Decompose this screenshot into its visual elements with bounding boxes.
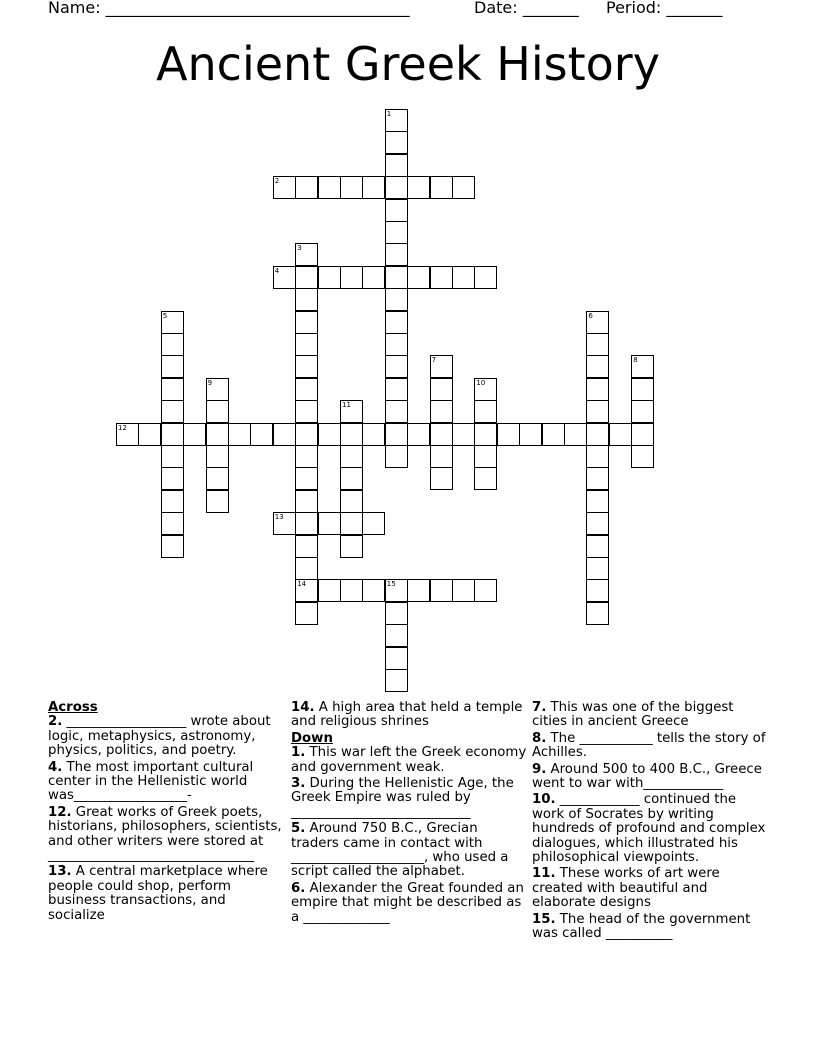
clue-item bbox=[48, 715, 286, 758]
crossword-cell[interactable] bbox=[340, 445, 363, 468]
crossword-cell[interactable] bbox=[385, 266, 408, 289]
clue-number: 1 bbox=[386, 110, 392, 118]
crossword-cell[interactable] bbox=[385, 624, 408, 647]
crossword-cell[interactable] bbox=[161, 512, 184, 535]
clue-number: 6 bbox=[588, 311, 593, 320]
crossword-cell[interactable] bbox=[385, 199, 408, 222]
clue-text: This was one of the biggest cities in ancient Greece bbox=[532, 700, 734, 730]
clue-item bbox=[532, 763, 772, 792]
crossword-cell[interactable] bbox=[430, 378, 453, 401]
crossword-cell[interactable] bbox=[474, 266, 497, 289]
crossword-cell[interactable] bbox=[385, 311, 408, 334]
crossword-cell[interactable] bbox=[407, 266, 430, 289]
clue-number: 7 bbox=[431, 356, 437, 365]
crossword-cell[interactable] bbox=[586, 333, 609, 356]
clue-number: 12 bbox=[118, 423, 127, 432]
clue-text: Great works of Greek poets, historians, philosophers, scientists, and other writers were stored at _______________________________ bbox=[48, 804, 282, 864]
clue-number-label: 4. bbox=[48, 759, 63, 775]
crossword-cell[interactable] bbox=[273, 423, 296, 446]
clue-text: This war left the Greek economy and government weak. bbox=[291, 745, 527, 775]
crossword-cell[interactable] bbox=[586, 311, 609, 334]
clue-item bbox=[532, 913, 772, 942]
clue-number: 9 bbox=[207, 378, 213, 387]
clue-number: 3 bbox=[297, 244, 302, 253]
across-clue-list bbox=[48, 715, 286, 923]
crossword-cell[interactable] bbox=[161, 535, 184, 558]
crossword-cell[interactable] bbox=[161, 311, 184, 334]
crossword-cell[interactable] bbox=[295, 467, 318, 490]
crossword-cell[interactable] bbox=[318, 266, 341, 289]
clue-number-label: 3. bbox=[291, 776, 306, 792]
crossword-cell[interactable] bbox=[206, 490, 229, 513]
crossword-cell[interactable] bbox=[385, 333, 408, 356]
crossword-cell[interactable] bbox=[586, 423, 609, 446]
date-field[interactable]: Date: _______ bbox=[474, 0, 579, 17]
across-heading: Across bbox=[48, 700, 98, 715]
crossword-cell[interactable] bbox=[385, 378, 408, 401]
crossword-cell[interactable] bbox=[430, 579, 453, 602]
clue-text: A central marketplace where people could shop, perform business transactions, and socialize bbox=[48, 864, 268, 923]
clue-number-label: 1. bbox=[291, 745, 306, 761]
crossword-cell[interactable] bbox=[586, 579, 609, 602]
clue-text: ____________ continued the work of Socrates by writing hundreds of profound and complex dialogues, which illustrated his philosophical viewpoints. bbox=[532, 792, 766, 866]
crossword-cell[interactable] bbox=[295, 579, 318, 602]
crossword-cell[interactable] bbox=[340, 535, 363, 558]
clue-item bbox=[48, 806, 286, 864]
crossword-cell[interactable] bbox=[586, 512, 609, 535]
crossword-cell[interactable] bbox=[430, 400, 453, 423]
crossword-cell[interactable] bbox=[586, 445, 609, 468]
clue-item bbox=[532, 793, 772, 865]
crossword-cell[interactable] bbox=[452, 266, 475, 289]
crossword-cell[interactable] bbox=[407, 579, 430, 602]
crossword-cell[interactable] bbox=[318, 423, 341, 446]
clue-number-label: 14. bbox=[291, 700, 315, 715]
down-clue-list bbox=[291, 746, 527, 925]
crossword-cell[interactable] bbox=[407, 176, 430, 199]
crossword-cell[interactable] bbox=[362, 266, 385, 289]
clue-number-label: 5. bbox=[291, 821, 306, 837]
clue-number-label: 6. bbox=[291, 880, 306, 896]
crossword-cell[interactable] bbox=[161, 378, 184, 401]
across-clue-list-continued bbox=[291, 701, 527, 730]
crossword-cell[interactable] bbox=[161, 490, 184, 513]
crossword-cell[interactable] bbox=[609, 423, 632, 446]
crossword-cell[interactable] bbox=[631, 355, 654, 378]
crossword-cell[interactable] bbox=[161, 355, 184, 378]
clue-text: Alexander the Great founded an empire that might be described as a _____________ bbox=[291, 880, 524, 925]
crossword-cell[interactable] bbox=[474, 467, 497, 490]
crossword-cell[interactable] bbox=[474, 378, 497, 401]
crossword-cell[interactable] bbox=[385, 602, 408, 625]
crossword-cell[interactable] bbox=[452, 423, 475, 446]
crossword-cell[interactable] bbox=[586, 557, 609, 580]
crossword-cell[interactable] bbox=[295, 311, 318, 334]
clue-text: Around 500 to 400 B.C., Greece went to war with____________ bbox=[532, 761, 762, 792]
crossword-cell[interactable] bbox=[295, 423, 318, 446]
clue-text: Around 750 B.C., Grecian traders came in contact with ____________________, who used a script called the alphabet. bbox=[291, 821, 509, 880]
clue-number-label: 9. bbox=[532, 761, 547, 777]
crossword-cell[interactable] bbox=[340, 512, 363, 535]
crossword-cell[interactable] bbox=[474, 400, 497, 423]
period-field[interactable]: Period: _______ bbox=[606, 0, 723, 17]
clue-number: 5 bbox=[162, 311, 168, 320]
clue-number: 11 bbox=[342, 401, 351, 410]
crossword-cell[interactable] bbox=[564, 423, 587, 446]
crossword-cell[interactable] bbox=[385, 400, 408, 423]
crossword-cell[interactable] bbox=[474, 423, 497, 446]
crossword-cell[interactable] bbox=[452, 579, 475, 602]
crossword-cell[interactable] bbox=[430, 467, 453, 490]
crossword-cell[interactable] bbox=[631, 423, 654, 446]
down-heading: Down bbox=[291, 730, 333, 746]
crossword-cell[interactable] bbox=[340, 176, 363, 199]
clue-item bbox=[48, 761, 286, 804]
crossword-cell[interactable] bbox=[430, 423, 453, 446]
clue-number: 14 bbox=[297, 580, 307, 589]
crossword-cell[interactable] bbox=[206, 378, 229, 401]
crossword-cell[interactable] bbox=[586, 355, 609, 378]
crossword-cell[interactable] bbox=[295, 535, 318, 558]
crossword-cell[interactable] bbox=[116, 423, 139, 446]
clue-number-label: 7. bbox=[532, 700, 547, 715]
clue-number-label: 15. bbox=[532, 911, 556, 927]
crossword-cell[interactable] bbox=[273, 512, 296, 535]
crossword-cell[interactable] bbox=[385, 423, 408, 446]
crossword-cell[interactable] bbox=[295, 557, 318, 580]
crossword-cell[interactable] bbox=[542, 423, 565, 446]
clue-number: 8 bbox=[633, 356, 638, 365]
crossword-cell[interactable] bbox=[497, 423, 520, 446]
crossword-cell[interactable] bbox=[340, 423, 363, 446]
crossword-cell[interactable] bbox=[340, 266, 363, 289]
name-field[interactable]: Name: ______________________________________ bbox=[48, 0, 410, 17]
crossword-cell[interactable] bbox=[362, 512, 385, 535]
crossword-cell[interactable] bbox=[452, 176, 475, 199]
crossword-cell[interactable] bbox=[295, 333, 318, 356]
crossword-cell[interactable] bbox=[586, 490, 609, 513]
clue-item bbox=[291, 701, 527, 730]
crossword-cell[interactable] bbox=[385, 109, 408, 132]
clue-item bbox=[532, 867, 772, 910]
crossword-cell[interactable] bbox=[385, 288, 408, 311]
clue-number: 15 bbox=[386, 580, 396, 589]
crossword-cell[interactable] bbox=[385, 176, 408, 199]
crossword-cell[interactable] bbox=[362, 176, 385, 199]
clue-text: The ___________ tells the story of Achilles. bbox=[532, 730, 766, 761]
crossword-cell[interactable] bbox=[586, 602, 609, 625]
crossword-cell[interactable] bbox=[295, 266, 318, 289]
crossword-cell[interactable] bbox=[318, 579, 341, 602]
crossword-cell[interactable] bbox=[161, 423, 184, 446]
crossword-cell[interactable] bbox=[295, 512, 318, 535]
clue-item bbox=[291, 777, 527, 820]
clue-text: A high area that held a temple and religious shrines bbox=[291, 700, 523, 730]
clue-text: During the Hellenistic Age, the Greek Empire was ruled by ___________________________ bbox=[291, 776, 514, 820]
crossword-cell[interactable] bbox=[340, 400, 363, 423]
crossword-cell[interactable] bbox=[206, 467, 229, 490]
crossword-cell[interactable] bbox=[385, 131, 408, 154]
crossword-cell[interactable] bbox=[340, 467, 363, 490]
crossword-cell[interactable] bbox=[206, 423, 229, 446]
crossword-cell[interactable] bbox=[385, 355, 408, 378]
crossword-cell[interactable] bbox=[385, 445, 408, 468]
crossword-cell[interactable] bbox=[586, 535, 609, 558]
crossword-cell[interactable] bbox=[385, 154, 408, 177]
crossword-cell[interactable] bbox=[586, 378, 609, 401]
clue-text: __________________ wrote about logic, metaphysics, astronomy, physics, politics, and poetry. bbox=[48, 714, 271, 759]
crossword-cell[interactable] bbox=[161, 467, 184, 490]
clue-number: 13 bbox=[274, 513, 284, 522]
crossword-cell[interactable] bbox=[138, 423, 161, 446]
clue-item bbox=[291, 746, 527, 775]
clue-number-label: 8. bbox=[532, 730, 547, 746]
clue-item bbox=[532, 732, 772, 761]
down-clue-list-continued bbox=[532, 701, 772, 942]
clues-column-1 bbox=[48, 701, 286, 925]
clue-item bbox=[532, 701, 772, 730]
crossword-cell[interactable] bbox=[474, 445, 497, 468]
page-title: Ancient Greek History bbox=[156, 37, 660, 91]
crossword-cell[interactable] bbox=[295, 288, 318, 311]
crossword-cell[interactable] bbox=[318, 512, 341, 535]
crossword-cell[interactable] bbox=[430, 355, 453, 378]
clue-number-label: 10. bbox=[532, 792, 556, 808]
crossword-cell[interactable] bbox=[340, 579, 363, 602]
clue-text: The head of the government was called __________ bbox=[532, 911, 751, 942]
crossword-cell[interactable] bbox=[385, 579, 408, 602]
crossword-cell[interactable] bbox=[295, 445, 318, 468]
crossword-cell[interactable] bbox=[228, 423, 251, 446]
crossword-cell[interactable] bbox=[250, 423, 273, 446]
crossword-cell[interactable] bbox=[295, 355, 318, 378]
crossword-cell[interactable] bbox=[295, 378, 318, 401]
clue-number: 2 bbox=[274, 177, 280, 186]
clue-number-label: 12. bbox=[48, 804, 72, 820]
crossword-cell[interactable] bbox=[362, 423, 385, 446]
crossword-cell[interactable] bbox=[273, 266, 296, 289]
clues-column-3 bbox=[532, 701, 772, 944]
crossword-cell[interactable] bbox=[407, 423, 430, 446]
crossword-cell[interactable] bbox=[183, 423, 206, 446]
crossword-cell[interactable] bbox=[385, 647, 408, 670]
crossword-cell[interactable] bbox=[295, 490, 318, 513]
crossword-cell[interactable] bbox=[295, 243, 318, 266]
crossword-cell[interactable] bbox=[430, 266, 453, 289]
crossword-cell[interactable] bbox=[586, 467, 609, 490]
clue-item bbox=[48, 865, 286, 923]
clue-text: The most important cultural center in the Hellenistic world was_________________- bbox=[48, 759, 254, 804]
crossword-cell[interactable] bbox=[206, 445, 229, 468]
crossword-cell[interactable] bbox=[430, 445, 453, 468]
clue-number: 10 bbox=[476, 378, 486, 387]
crossword-cell[interactable] bbox=[340, 490, 363, 513]
clue-number-label: 2. bbox=[48, 714, 63, 730]
crossword-cell[interactable] bbox=[295, 400, 318, 423]
crossword-cell[interactable] bbox=[161, 333, 184, 356]
clue-number-label: 13. bbox=[48, 864, 72, 880]
crossword-cell[interactable] bbox=[295, 176, 318, 199]
clue-text: These works of art were created with beautiful and elaborate designs bbox=[532, 866, 720, 911]
crossword-cell[interactable] bbox=[385, 669, 408, 692]
crossword-cell[interactable] bbox=[295, 602, 318, 625]
crossword-cell[interactable] bbox=[519, 423, 542, 446]
crossword-cell[interactable] bbox=[586, 400, 609, 423]
crossword-cell[interactable] bbox=[161, 445, 184, 468]
clue-number-label: 11. bbox=[532, 866, 556, 882]
clues-column-2 bbox=[291, 701, 527, 927]
crossword-cell[interactable] bbox=[430, 176, 453, 199]
clue-item bbox=[291, 822, 527, 880]
crossword-cell[interactable] bbox=[318, 176, 341, 199]
crossword-cell[interactable] bbox=[385, 221, 408, 244]
crossword-cell[interactable] bbox=[161, 400, 184, 423]
crossword-cell[interactable] bbox=[206, 400, 229, 423]
crossword-cell[interactable] bbox=[631, 378, 654, 401]
crossword-cell[interactable] bbox=[631, 445, 654, 468]
crossword-cell[interactable] bbox=[385, 243, 408, 266]
crossword-cell[interactable] bbox=[631, 400, 654, 423]
crossword-cell[interactable] bbox=[273, 176, 296, 199]
clue-number: 4 bbox=[274, 266, 280, 275]
crossword-cell[interactable] bbox=[362, 579, 385, 602]
crossword-cell[interactable] bbox=[474, 579, 497, 602]
clue-item bbox=[291, 882, 527, 925]
